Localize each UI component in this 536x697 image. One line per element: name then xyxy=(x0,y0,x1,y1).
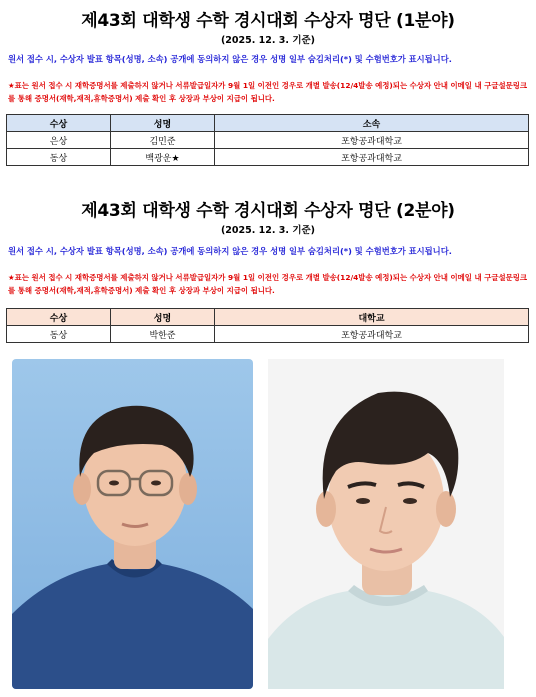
section-1-date: (2025. 12. 3. 기준) xyxy=(220,35,316,46)
section-1-notice-red: ★표는 원서 접수 시 재학증명서를 제출하지 않거나 서류발급일자가 9월 1일 이전인 경우로 개별 발송(12/4발송 예정)되는 수상자 안내 이메일 내 구글설문링크를 통해 증명서(재학,재적,휴학증명서) 제출 확인 후 상장과 부상이 지급이 됩니다. xyxy=(8,81,528,103)
header-award: 수상 xyxy=(7,309,111,326)
section-1-notice-blue: 원서 접수 시, 수상자 발표 항목(성명, 소속) 공개에 동의하지 않은 경우 성명 일부 숨김처리(*) 및 수험번호가 표시됩니다. xyxy=(8,54,452,64)
table-header-row xyxy=(7,115,529,132)
table-row xyxy=(7,132,529,149)
table-header-row xyxy=(7,309,529,326)
header-name: 성명 xyxy=(111,115,215,132)
section-2-notice-red: ★표는 원서 접수 시 재학증명서를 제출하지 않거나 서류발급일자가 9월 1일 이전인 경우로 개별 발송(12/4발송 예정)되는 수상자 안내 이메일 내 구글설문링크를 통해 증명서(재학,재적,휴학증명서) 제출 확인 후 상장과 부상이 지급이 됩니다. xyxy=(8,273,528,295)
table-row xyxy=(7,149,529,166)
section-2-title: 제43회 대학생 수학 경시대회 수상자 명단 (2분야) xyxy=(81,201,455,221)
header-university: 대학교 xyxy=(215,309,529,326)
section-1-title: 제43회 대학생 수학 경시대회 수상자 명단 (1분야) xyxy=(81,11,455,31)
header-name: 성명 xyxy=(111,309,215,326)
cell-university: 포항공과대학교 xyxy=(215,326,529,343)
portrait-left xyxy=(12,359,253,689)
section-1-table xyxy=(6,114,529,166)
cell-award: 은상 xyxy=(7,132,111,149)
cell-award: 동상 xyxy=(7,326,111,343)
table-row xyxy=(7,326,529,343)
cell-name: 백광운★ xyxy=(111,149,215,166)
section-2-notice-blue: 원서 접수 시, 수상자 발표 항목(성명, 소속) 공개에 동의하지 않은 경우 성명 일부 숨김처리(*) 및 수험번호가 표시됩니다. xyxy=(8,246,452,256)
portrait-right xyxy=(268,359,504,689)
winner-photo-left xyxy=(12,359,253,689)
cell-name: 김민준 xyxy=(111,132,215,149)
header-affiliation: 소속 xyxy=(215,115,529,132)
section-2-date: (2025. 12. 3. 기준) xyxy=(220,225,316,236)
winner-photo-right xyxy=(268,359,504,689)
section-2-table xyxy=(6,308,529,343)
cell-affiliation: 포항공과대학교 xyxy=(215,149,529,166)
cell-award: 동상 xyxy=(7,149,111,166)
header-award: 수상 xyxy=(7,115,111,132)
cell-name: 박한준 xyxy=(111,326,215,343)
cell-affiliation: 포항공과대학교 xyxy=(215,132,529,149)
